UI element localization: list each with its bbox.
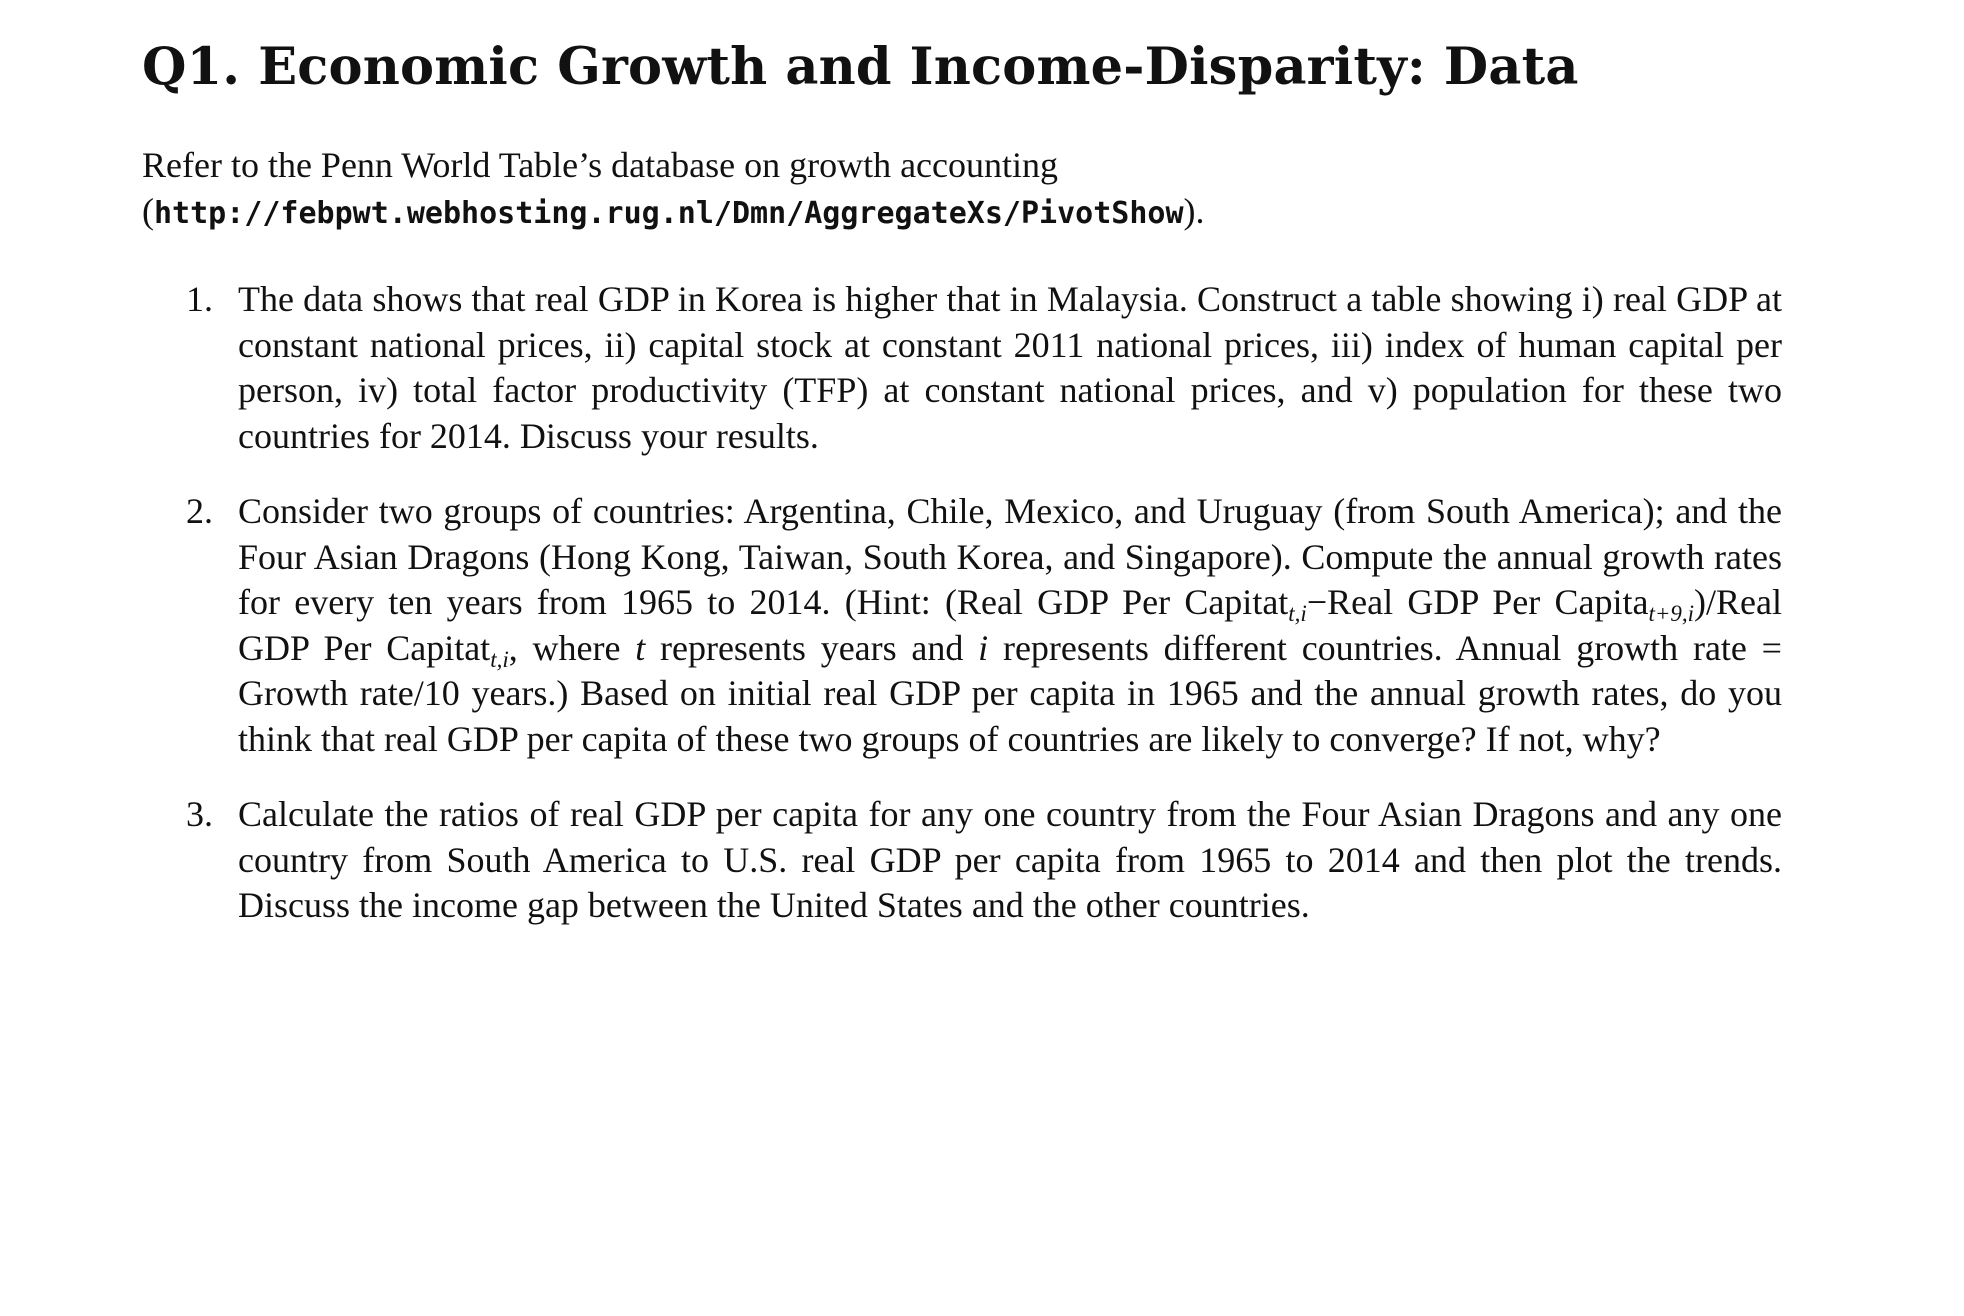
question-item-2 bbox=[142, 489, 1782, 762]
math-subscript: t,i bbox=[490, 646, 509, 672]
document-page bbox=[142, 32, 1782, 959]
question-text-part: Consider two groups of countries: Argentina, Chile, Mexico, and Uruguay (from South America); and the Four Asian Dragons (Hong Kong, Taiwan, South Korea, and Singapore). Compute the annual growth rates for every ten years from 1965 to 2014. (Hint: (Real GDP Per Capitat bbox=[238, 491, 1782, 622]
question-text-part: represents years and bbox=[645, 627, 979, 668]
intro-text-after: ). bbox=[1183, 191, 1205, 231]
question-text-part: represents different countries. Annual growth rate = Growth rate/10 years.) Based on initial real GDP per capita in 1965 and the annual growth rates, do you think that real GDP per capita of these two groups of countries are likely to converge? If not, why? bbox=[238, 627, 1782, 759]
question-number: 2. bbox=[186, 491, 213, 531]
question-text-part: , where bbox=[508, 627, 636, 668]
math-subscript: t,i bbox=[1288, 601, 1307, 626]
question-text-part: )/Real GDP Per Capitat bbox=[238, 582, 1782, 668]
question-list bbox=[142, 277, 1782, 929]
intro-text-before: Refer to the Penn World Table’s database on growth accounting ( bbox=[142, 145, 1059, 231]
question-text: Calculate the ratios of real GDP per capita for any one country from the Four Asian Dragons and any one country from South America to U.S. real GDP per capita from 1965 to 2014 and then plot the trends. Discuss the income gap between the United States and the other countries. bbox=[238, 794, 1782, 925]
question-text-part: −Real GDP Per Capita bbox=[1306, 582, 1649, 622]
question-number: 3. bbox=[186, 794, 213, 834]
intro-paragraph bbox=[142, 142, 1782, 237]
question-item-1 bbox=[142, 277, 1782, 459]
question-item-3 bbox=[142, 792, 1782, 929]
question-number: 1. bbox=[186, 279, 213, 319]
math-variable-t: t bbox=[635, 627, 646, 668]
database-url-link[interactable]: http://febpwt.webhosting.rug.nl/Dmn/AggregateXs/PivotShow bbox=[154, 196, 1184, 231]
math-subscript: t+9,i bbox=[1648, 601, 1695, 626]
math-variable-i: i bbox=[978, 627, 989, 668]
question-text: The data shows that real GDP in Korea is higher that in Malaysia. Construct a table showing i) real GDP at constant national prices, ii) capital stock at constant 2011 national prices, iii) index of human capital per person, iv) total factor productivity (TFP) at constant national prices, and v) population for these two countries for 2014. Discuss your results. bbox=[238, 279, 1782, 456]
section-title: Q1. Economic Growth and Income-Disparity: Data bbox=[142, 37, 1579, 97]
